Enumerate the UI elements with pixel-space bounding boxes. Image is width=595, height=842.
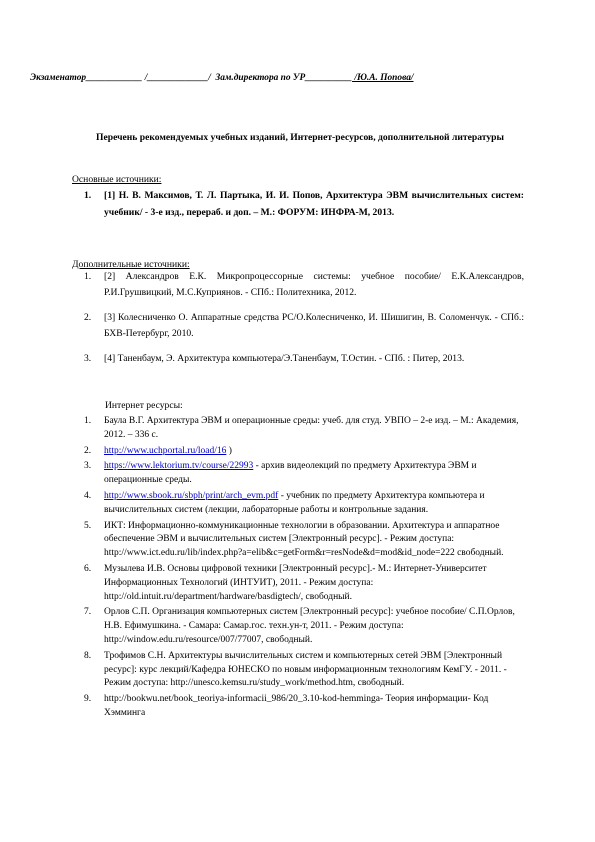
list-item [84,415,524,443]
list-item [84,445,524,459]
resource-link[interactable]: http://www.sbook.ru/sbph/print/arch_evm.pdf [104,490,279,501]
list-item-text: Музылева И.В. Основы цифровой техники [Электронный ресурс].- М.: Интернет-Университет Информационных Технологий (ИНТУИТ), 2011. - Режим доступа: http://old.intuit.ru/department/hardware/basdigtech/, свободный. [104,563,487,602]
list-item [84,606,524,647]
list-number: 5. [84,520,92,531]
list-item [84,460,524,488]
signature-line [30,72,560,84]
main-sources-heading: Основные источники: [72,174,162,185]
list-item-text: - учебник по предмету Архитектура компьютера и вычислительных систем (лекции, лабораторные работы и контрольные задания. [104,490,485,515]
resource-link[interactable]: http://www.uchportal.ru/load/16 [104,445,227,456]
list-number: 7. [84,607,92,618]
examiner-blank: ____________ [86,73,143,83]
list-item-text: - архив видеолекций по предмету Архитектура ЭВМ и операционные среды. [104,461,477,486]
list-item [84,520,524,561]
list-number: 3. [84,353,92,364]
list-item-text: Орлов С.П. Организация компьютерных систем [Электронный ресурс]: учебное пособие/ С.П.Орлов, Н.В. Ефимушкина. - Самара: Самар.гос. техн.ун-т, 2011. - Режим доступа: http://window.edu.ru/resource/007/77007, свободный. [104,607,515,645]
list-number: 9. [84,694,92,705]
list-item-text: [4] Таненбаум, Э. Архитектура компьютера/Э.Таненбаум, Т.Остин. - СПб. : Питер, 2013. [104,353,465,364]
extra-sources-heading: Дополнительные источники: [72,259,190,270]
list-item [84,351,524,367]
list-item-text: [2] Александров Е.К. Микропроцессорные системы: учебное пособие/ Е.К.Александров, Р.И.Грушвицкий, М.С.Куприянов. - СПб.: Политехника, 2012. [104,271,524,298]
list-number: 3. [84,461,92,472]
deputy-label: / Зам.директора по УР [208,73,306,83]
deputy-blank: __________ [305,73,353,83]
list-number: 1. [84,190,92,201]
list-item [84,188,524,221]
list-item-text: ) [226,445,232,456]
list-number: 8. [84,650,92,661]
extra-sources-list [84,269,524,376]
list-item-text: ИКТ: Информационно-коммуникационные технологии в образовании. Архитектура и аппаратное обеспечение ЭВМ и вычислительных систем [Электронный ресурс]. - Режим доступа: http://www.ict.edu.ru/lib/index.php?a=elib&c=getForm&r=resNode&d=mod&id_node=222 свободный. [104,520,504,559]
page-title: Перечень рекомендуемых учебных изданий, Интернет-ресурсов, дополнительной литературы [96,132,504,143]
internet-resources-list [84,415,524,723]
list-number: 6. [84,563,92,574]
list-item [84,490,524,518]
list-item [84,650,524,691]
list-item [84,693,524,721]
list-item-text: Баула В.Г. Архитектура ЭВМ и операционные среды: учеб. для студ. УВПО – 2-е изд. – М.: Академия, 2012. – 336 с. [104,416,519,440]
list-item-text: Трофимов С.Н. Архитектуры вычислительных систем и компьютерных сетей ЭВМ [Электронный ресурс]: курс лекций/Кафедра ЮНЕСКО по новым информационным технологиям КемГУ. - 2011. - Режим доступа: http://unesco.kemsu.ru/study_work/method.htm, свободный. [104,650,507,689]
list-number: 1. [84,271,92,282]
resource-link[interactable]: https://www.lektorium.tv/course/22993 [104,461,254,472]
list-number: 1. [84,416,92,426]
internet-resources-heading: Интернет ресурсы: [105,400,183,411]
signature-blank: _____________ [147,73,209,83]
list-item-text: [1] Н. В. Максимов, Т. Л. Партыка, И. И. Попов, Архитектура ЭВМ вычислительных систем: учебник/ - 3-е изд., перераб. и доп. – М.: ФОРУМ: ИНФРА-М, 2013. [104,190,524,218]
separator: / [142,73,148,83]
examiner-label: Экзаменатор [30,73,87,83]
list-item [84,310,524,342]
list-number: 4. [84,490,92,501]
list-number: 2. [84,312,92,323]
main-sources-list [84,188,524,221]
list-item [84,269,524,301]
list-item-text: http://bookwu.net/book_teoriya-informacii_986/20_3.10-kod-hemminga- Теория информации- Код Хэмминга [104,694,489,718]
list-number: 2. [84,445,92,456]
deputy-name: /Ю.А. Попова/ [352,73,414,83]
list-item-text: [3] Колесниченко О. Аппаратные средства PC/О.Колесниченко, И. Шишигин, В. Соломенчук. - СПб.: БХВ-Петербург, 2010. [104,312,524,339]
list-item [84,563,524,604]
